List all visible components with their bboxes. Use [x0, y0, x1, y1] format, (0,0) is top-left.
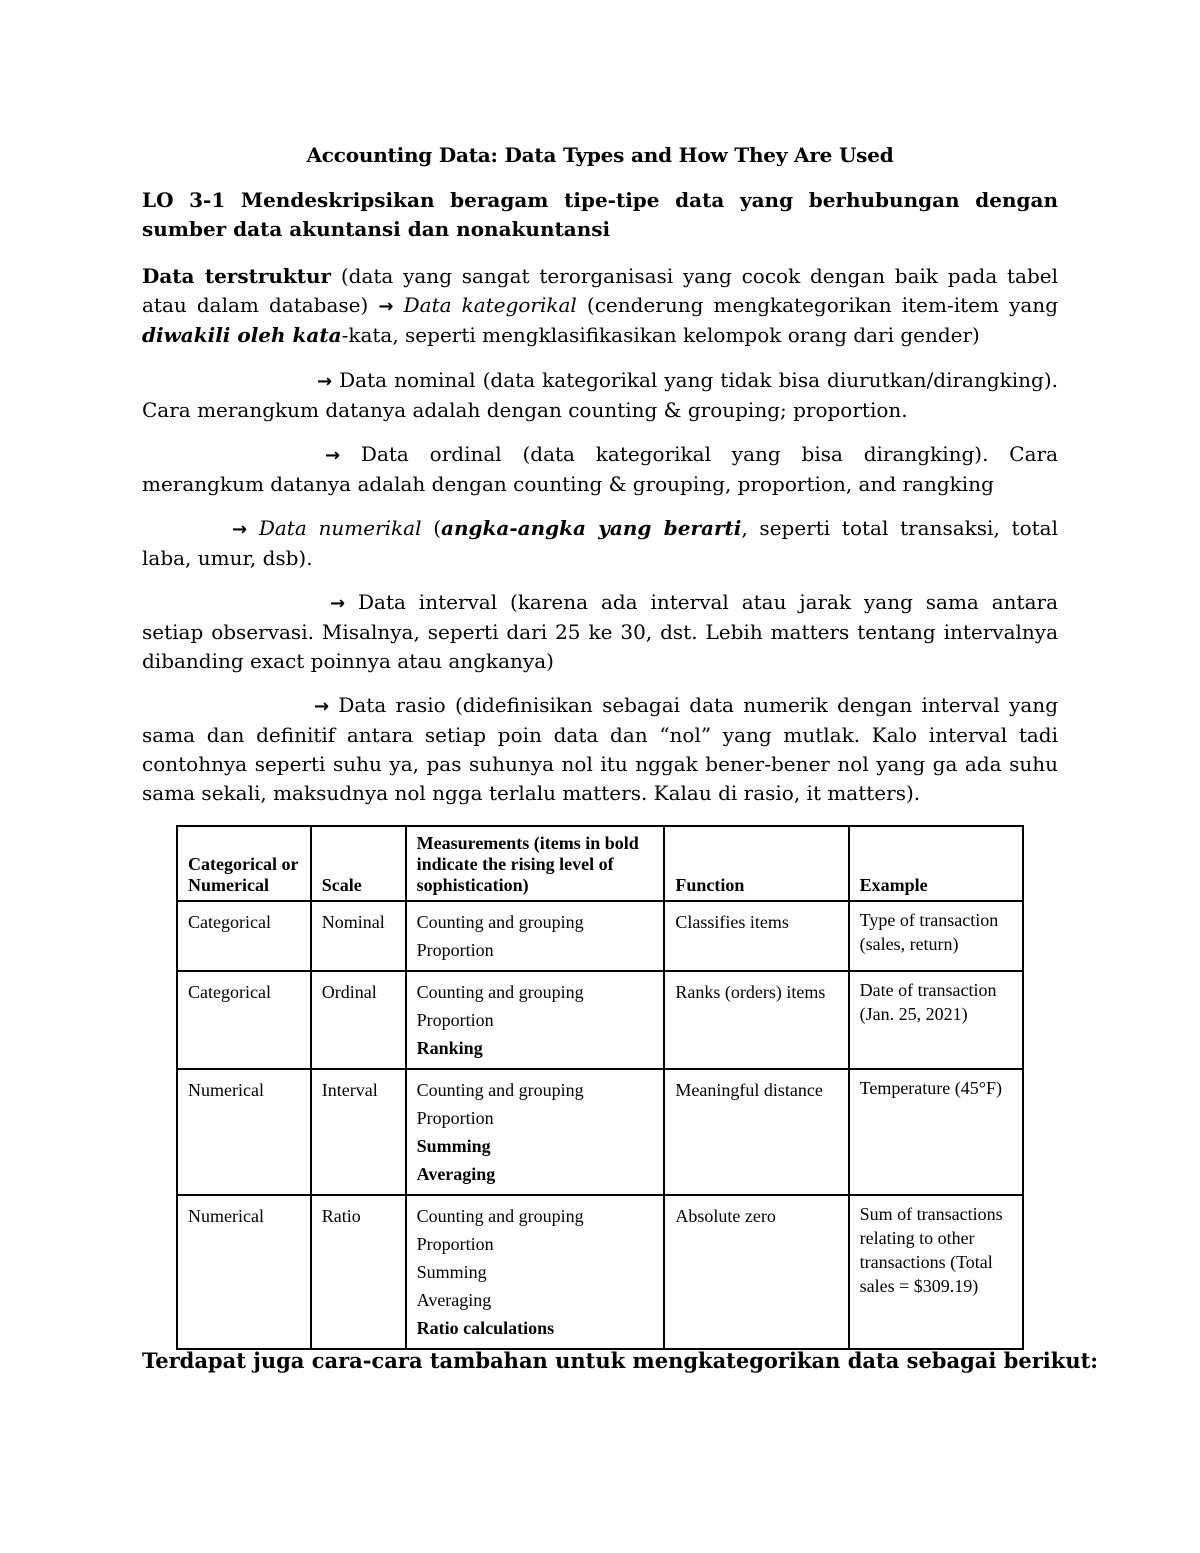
scale-cell: Interval: [311, 1069, 406, 1195]
header-cell: Measurements (items in bold indicate the rising level of sophistication): [406, 826, 665, 901]
measurement-item: Proportion: [416, 1234, 494, 1254]
type-cell: Categorical: [177, 901, 311, 971]
ordinal-text: Data ordinal (data kategorikal yang bisa dirangking). Cara merangkum datanya adalah dengan counting & grouping, proportion, and rangking: [142, 442, 1058, 496]
numerical-paragraph: [142, 514, 1058, 573]
numerical-term: Data numerikal: [258, 516, 422, 540]
structured-desc: (data yang sangat terorganisasi yang cocok dengan baik pada tabel atau dalam database): [142, 264, 1058, 317]
arrow-icon: →: [314, 696, 330, 717]
measurement-item: Summing: [416, 1262, 487, 1282]
measurement-item: Averaging: [416, 1290, 492, 1310]
measurements-cell: [406, 971, 665, 1069]
nominal-paragraph: [142, 366, 1058, 425]
measurement-item: Counting and grouping: [416, 982, 584, 1002]
function-cell: Absolute zero: [664, 1195, 848, 1349]
interval-paragraph: [142, 588, 1058, 676]
header-cell: Example: [849, 826, 1023, 901]
example-cell: Date of transaction (Jan. 25, 2021): [849, 971, 1023, 1069]
lo-heading: LO 3-1 Mendeskripsikan beragam tipe-tipe data yang berhubungan dengan sumber data akuntansi dan nonakuntansi: [142, 188, 1058, 241]
table-row: [177, 901, 1023, 971]
categorical-term: Data kategorikal: [403, 293, 577, 317]
scale-cell: Ratio: [311, 1195, 406, 1349]
example-cell: Sum of transactions relating to other transactions (Total sales = $309.19): [849, 1195, 1023, 1349]
table-row: [177, 1069, 1023, 1195]
measurements-cell: [406, 901, 665, 971]
table-header-row: [177, 826, 1023, 901]
measurement-item: Averaging: [416, 1164, 496, 1184]
measurement-item: Proportion: [416, 940, 494, 960]
numerical-emph: angka-angka yang berarti: [441, 516, 742, 540]
type-cell: Numerical: [177, 1195, 311, 1349]
measurement-item: Ratio calculations: [416, 1318, 555, 1338]
function-cell: Ranks (orders) items: [664, 971, 848, 1069]
structured-term: Data terstruktur: [142, 264, 332, 288]
header-cell: Scale: [311, 826, 406, 901]
arrow-icon: →: [232, 519, 248, 540]
arrow-icon: →: [325, 445, 341, 466]
ratio-paragraph: [142, 691, 1058, 808]
measurement-item: Counting and grouping: [416, 912, 584, 932]
measurements-cell: [406, 1069, 665, 1195]
nominal-text: Data nominal (data kategorikal yang tidak bisa diurutkan/dirangking). Cara merangkum datanya adalah dengan counting & grouping; proportion.: [142, 368, 1058, 422]
header-cell: Function: [664, 826, 848, 901]
data-types-table: [176, 825, 1024, 1350]
numerical-rest: , seperti total transaksi, total laba, umur, dsb).: [142, 516, 1058, 570]
arrow-icon: →: [317, 371, 333, 392]
measurement-item: Ranking: [416, 1038, 483, 1058]
scale-cell: Nominal: [311, 901, 406, 971]
example-cell: Temperature (45°F): [849, 1069, 1023, 1195]
scale-cell: Ordinal: [311, 971, 406, 1069]
categorical-emph: diwakili oleh kata: [142, 323, 342, 347]
table-row: [177, 1195, 1023, 1349]
measurement-item: Summing: [416, 1136, 491, 1156]
document-title: Accounting Data: Data Types and How They Are Used: [306, 143, 894, 167]
closing-heading: Terdapat juga cara-cara tambahan untuk mengkategorikan data sebagai berikut:: [142, 1348, 1099, 1373]
table-row: [177, 971, 1023, 1069]
measurement-item: Counting and grouping: [416, 1080, 584, 1100]
measurements-cell: [406, 1195, 665, 1349]
measurement-item: Counting and grouping: [416, 1206, 584, 1226]
ratio-text: Data rasio (didefinisikan sebagai data numerik dengan interval yang sama dan definitif antara setiap poin data dan “nol” yang mutlak. Kalo interval tadi contohnya seperti suhu ya, pas suhunya nol itu nggak bener-bener nol yang ga ada suhu sama sekali, maksudnya nol ngga terlalu matters. Kalau di rasio, it matters).: [142, 693, 1058, 805]
categorical-rest: -kata, seperti mengklasifikasikan kelompok orang dari gender): [341, 323, 980, 347]
measurement-item: Proportion: [416, 1108, 494, 1128]
arrow-icon: →: [330, 593, 346, 614]
function-cell: Classifies items: [664, 901, 848, 971]
arrow-icon: →: [378, 296, 394, 317]
measurement-item: Proportion: [416, 1010, 494, 1030]
example-cell: Type of transaction (sales, return): [849, 901, 1023, 971]
type-cell: Categorical: [177, 971, 311, 1069]
structured-data-paragraph: [142, 262, 1058, 350]
type-cell: Numerical: [177, 1069, 311, 1195]
categorical-desc: (cenderung mengkategorikan item-item yang: [576, 293, 1058, 317]
interval-text: Data interval (karena ada interval atau jarak yang sama antara setiap observasi. Misalnya, seperti dari 25 ke 30, dst. Lebih matters tentang intervalnya dibanding exact poinnya atau angkanya): [142, 590, 1058, 673]
ordinal-paragraph: [142, 440, 1058, 499]
numerical-open: (: [421, 516, 442, 540]
function-cell: Meaningful distance: [664, 1069, 848, 1195]
header-cell: Categorical or Numerical: [177, 826, 311, 901]
